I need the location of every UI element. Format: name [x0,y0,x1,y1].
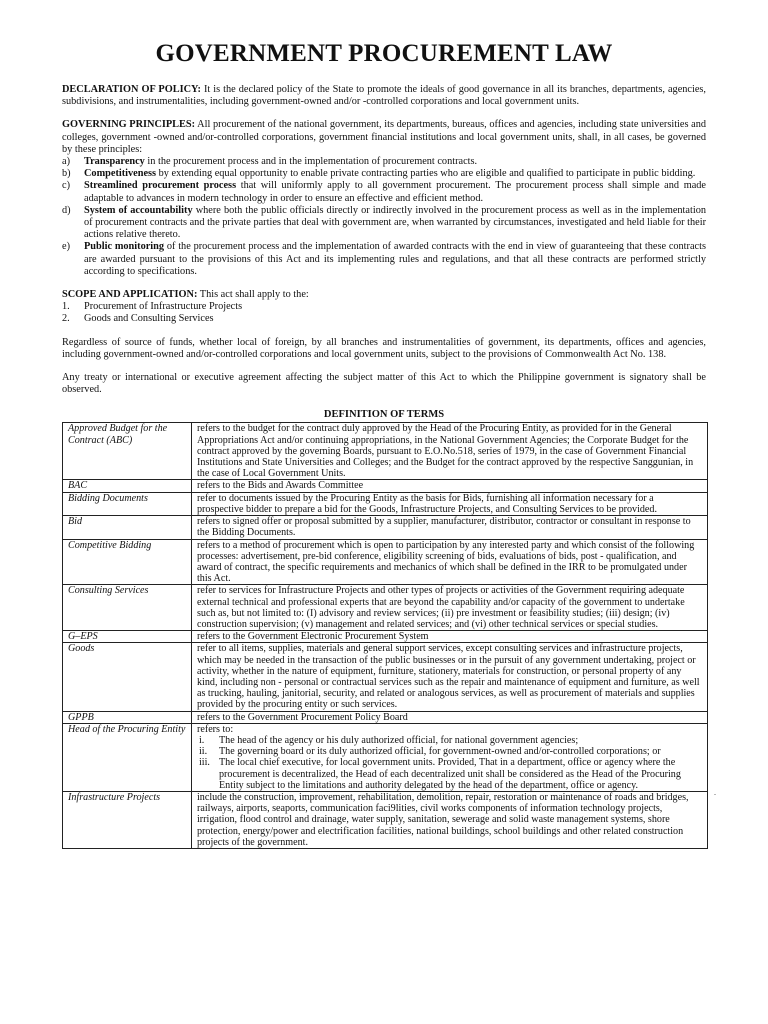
scope-marker: 1. [62,301,70,313]
funds-paragraph: Regardless of source of funds, whether local of foreign, by all branches and instrumentalities of government, its departments, offices and agencies, including government-owned and/or-controlled corporations and local government units, subject to the provisions of Commonwealth Act No. 138. [62,336,706,360]
principles-text: All procurement of the national government, its departments, bureaus, offices and agencies, including state universities and colleges, government -owned and/or-controlled corporations, government financial institutions and local government units, shall, in all cases, be governed by these principles: [62,119,706,155]
governing-principles [62,119,706,278]
table-row [63,723,708,791]
list-item [197,746,702,757]
principle-title: Public monitoring [84,241,165,253]
definition-cell: refers to the Government Procurement Policy Board [192,711,708,723]
principle-title: Competitiveness [84,168,157,180]
document-title: GOVERNMENT PROCUREMENT LAW [155,40,613,67]
term-cell: BAC [63,480,192,492]
table-row [63,539,708,585]
definition-intro: refers to: [197,723,234,735]
table-row [63,631,708,643]
scope-list [62,301,706,325]
treaty-paragraph: Any treaty or international or executive agreement affecting the subject matter of this Act to which the Philippine government is signatory shall be observed. [62,372,706,396]
term-cell: Competitive Bidding [63,539,192,585]
roman-marker: i. [199,734,205,746]
principle-item [62,241,706,278]
list-item [197,757,702,791]
principle-marker: b) [62,168,71,180]
principle-title: Transparency [84,156,145,168]
definition-cell: refers to the Government Electronic Procurement System [192,631,708,643]
principle-title: Streamlined procurement process [84,180,237,192]
term-cell: Goods [63,643,192,711]
scope-and-application [62,289,706,326]
term-cell: Bidding Documents [63,492,192,515]
term-cell: Approved Budget for the Contract (ABC) [63,423,192,480]
principle-item [62,168,706,180]
principle-marker: a) [62,156,70,168]
principle-text: that will uniformly apply to all government procurement. The procurement process shall simple and made adaptable to advances in modern technology in order to ensure an effective and efficient method. [84,180,706,204]
declaration-heading: DECLARATION OF POLICY: [62,84,201,95]
definition-cell: refers to the Bids and Awards Committee [192,480,708,492]
principle-text: in the procurement process and in the implementation of procurement contracts. [144,156,478,168]
table-row [63,643,708,711]
table-row [63,423,708,480]
definition-cell: refers to a method of procurement which is open to participation by any interested party and which consist of the following processes: advertisement, pre-bid conference, eligibility screening of bids, evaluations of bids, post - qualification, and award of contract, the specific requirements and mechanics of which shall be defined in the IRR to be promulgated under this Act. [192,539,708,585]
principle-text: where both the public officials directly or indirectly involved in the procurement process as well as in the implementation of procurement contracts and the private parties that deal with government are, when warranted by circumstances, investigated and held liable for their actions relative thereto. [84,204,707,241]
principles-intro [62,119,706,156]
scope-item-text: Procurement of Infrastructure Projects [84,301,243,313]
term-cell: Head of the Procuring Entity [63,723,192,791]
list-item-text: The head of the agency or his duly authorized official, for national government agencies; [219,734,579,746]
definition-cell: refer to all items, supplies, materials and general support services, except consulting services and infrastructure projects, which may be needed in the transaction of the public businesses or in the pursuit of any government undertaking, project or activity, whether in the nature of equipment, furniture, stationery, materials for construction, or personal property of any kind, including non - personal or contractual services such as the repair and maintenance of equipment and furniture, as well as trucking, hauling, janitorial, security, and related or analogous services, as well as procurement of materials and supplies provided by the procuring entity or such services. [192,643,708,711]
list-item [197,735,702,746]
stray-mark: . [714,788,716,797]
roman-marker: iii. [199,757,210,769]
scope-intro [62,289,706,301]
definition-cell: refer to documents issued by the Procuring Entity as the basis for Bids, furnishing all information necessary for a prospective bidder to prepare a bid for the Goods, Infrastructure Projects, and Consulting Services to be provided. [192,492,708,515]
principle-title: System of accountability [84,204,193,216]
table-row [63,711,708,723]
definition-cell: refer to services for Infrastructure Projects and other types of projects or activities of the Government requiring adequate external technical and professional experts that are beyond the capability and/or capacity of the government to undertake such as, but not limited to: (I) advisory and review services; (ii) pre investment or feasibility studies; (iii) design; (iv) construction supervision; (v) management and related services; and (vi) other technical services or special studies. [192,585,708,631]
definitions-heading: DEFINITION OF TERMS [323,409,445,421]
declaration-of-policy [62,84,706,108]
principle-text: of the procurement process and the implementation of awarded contracts with the end in view of guaranteeing that these contracts are awarded pursuant to the provisions of this Act and its implementing rules and regulations, and that all these contracts are performed strictly according to specifications. [84,241,706,277]
table-row [63,585,708,631]
list-item-text: The governing board or its duly authorized official, for government-owned and/or-controlled corporations; or [219,746,661,758]
definition-cell: include the construction, improvement, rehabilitation, demolition, repair, restoration or maintenance of roads and bridges, railways, airports, seaports, communication faci9lities, civil works components of information technology projects, irrigation, flood control and drainage, water supply, sanitation, sewerage and solid waste management systems, shore protection, energy/power and electrification facilities, national buildings, school buildings and other related construction projects of the government. [192,791,708,848]
principle-text: by extending equal opportunity to enable private contracting parties who are eligible and qualified to participate in public bidding. [156,168,696,180]
definition-cell [192,723,708,791]
term-cell: GPPB [63,711,192,723]
scope-item [62,301,706,313]
term-cell: Infrastructure Projects [63,791,192,848]
roman-marker: ii. [199,746,208,758]
declaration-text: It is the declared policy of the State to promote the ideals of good governance in all its branches, departments, agencies, subdivisions, and instrumentalities, including government-owned and/or -controlled corporations and local government units. [62,84,706,108]
principles-heading: GOVERNING PRINCIPLES: [62,119,196,131]
definitions-table [62,422,708,849]
scope-item [62,313,706,325]
principle-marker: c) [62,180,70,192]
list-item-text: The local chief executive, for local government units. Provided, That in a department, office or agency where the procurement is decentralized, the Head of each decentralized unit shall be considered as the Head of the Procuring Entity subject to the limitations and authority delegated by the head of the department, office or agency. [219,757,681,791]
table-row [63,492,708,515]
term-cell: Consulting Services [63,585,192,631]
scope-item-text: Goods and Consulting Services [84,313,214,325]
principle-item [62,205,706,242]
term-cell: G–EPS [63,631,192,643]
principle-marker: e) [62,241,70,253]
principle-item [62,156,706,168]
scope-heading: SCOPE AND APPLICATION: [62,289,198,301]
principle-item [62,180,706,204]
table-row [63,516,708,539]
term-cell: Bid [63,516,192,539]
table-row [63,480,708,492]
document-page [62,40,706,849]
definition-cell: refers to signed offer or proposal submitted by a supplier, manufacturer, distributor, contractor or consultant in response to the Bidding Documents. [192,516,708,539]
table-row [63,791,708,848]
scope-text: This act shall apply to the: [197,289,309,301]
principle-marker: d) [62,204,71,216]
definition-cell: refers to the budget for the contract duly approved by the Head of the Procuring Entity, as provided for in the General Appropriations Act and/or continuing appropriations, in the National Government Agencies; the Corporate Budget for the contract approved by the governing Boards, pursuant to E.O.No.518, series of 1979, in the case of Government Financial Institutions and State Universities and Colleges; and the Budget for the contract approved by the respective Sanggunian, in the case of Local Government Units. [192,423,708,480]
principles-list [62,156,706,278]
scope-marker: 2. [62,313,70,325]
